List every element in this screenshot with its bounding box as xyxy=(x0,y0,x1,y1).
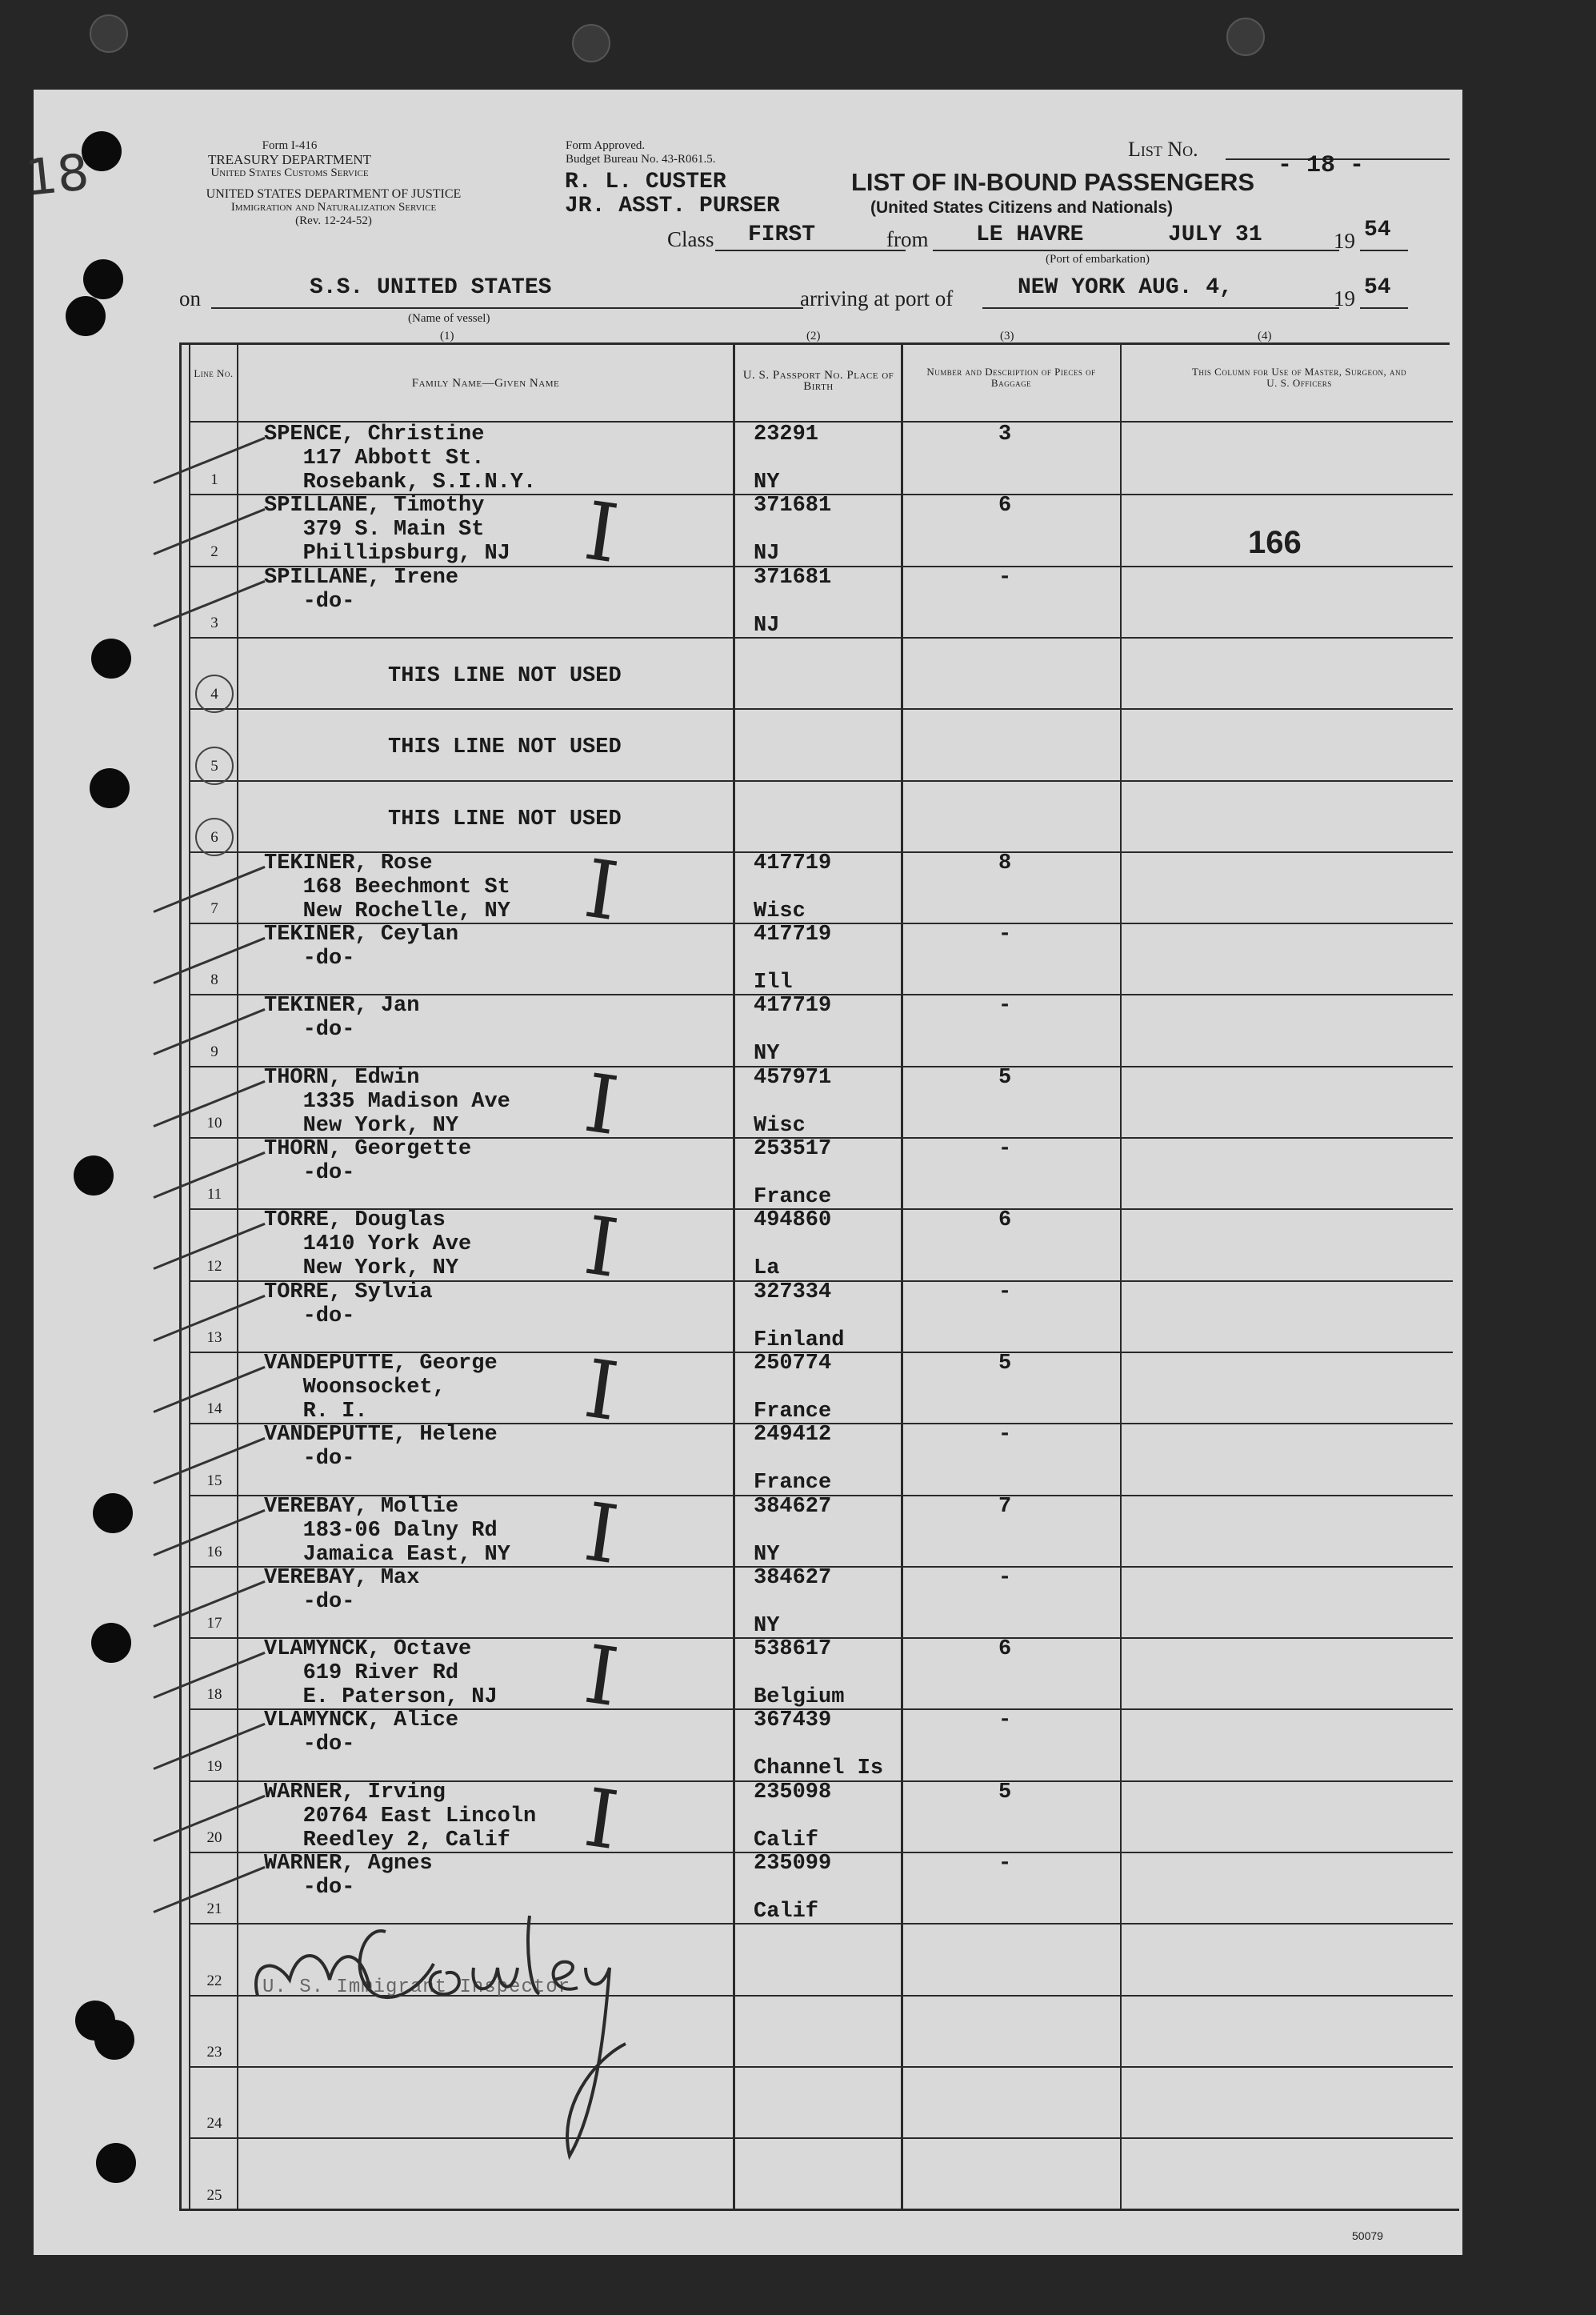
line-number: 7 xyxy=(210,900,218,917)
arrival-line xyxy=(982,307,1339,309)
unused-line-text: THIS LINE NOT USED xyxy=(388,664,622,688)
row-divider xyxy=(190,2209,1453,2211)
purser-name: R. L. CUSTER xyxy=(565,170,726,194)
family-group-mark: I xyxy=(579,841,624,939)
passport-number: 538617 xyxy=(754,1637,832,1661)
baggage-count: - xyxy=(998,1280,1012,1304)
punch-hole xyxy=(91,1623,131,1663)
passport-number: 384627 xyxy=(754,1495,832,1519)
passenger-name: TEKINER, Ceylan -do- xyxy=(264,923,459,971)
line-number: 24 xyxy=(206,2115,222,2132)
line-number: 9 xyxy=(210,1043,218,1060)
passport-number: 494860 xyxy=(754,1208,832,1232)
punch-hole xyxy=(93,1493,133,1533)
page-subtitle: (United States Citizens and Nationals) xyxy=(870,198,1174,217)
passport-number: 417719 xyxy=(754,923,832,947)
baggage-count: - xyxy=(998,566,1012,590)
footer-code: 50079 xyxy=(1352,2229,1383,2242)
approval-block xyxy=(566,139,715,166)
baggage-count: 5 xyxy=(998,1780,1012,1804)
dept-treasury-sub: United States Customs Service xyxy=(210,166,369,179)
row-divider xyxy=(190,780,1453,782)
baggage-count: 3 xyxy=(998,423,1012,447)
arrival-port-date: NEW YORK AUG. 4, xyxy=(1018,275,1233,300)
list-no-value: - 18 - xyxy=(1278,152,1365,179)
line-number: 18 xyxy=(206,1686,222,1703)
line-number: 3 xyxy=(210,615,218,631)
baggage-count: 6 xyxy=(998,494,1012,518)
baggage-count: 7 xyxy=(998,1495,1012,1519)
arriving-label: arriving at port of xyxy=(800,286,954,310)
line-number: 17 xyxy=(206,1615,222,1632)
passenger-name: VEREBAY, Mollie 183-06 Dalny Rd Jamaica East, NY xyxy=(264,1495,510,1567)
family-group-mark: I xyxy=(579,1484,624,1583)
line-number: 2 xyxy=(210,543,218,560)
passport-number: 457971 xyxy=(754,1066,832,1090)
header-passport: U. S. Passport No. Place of Birth xyxy=(742,369,894,393)
baggage-count: - xyxy=(998,994,1012,1018)
passenger-name: VLAMYNCK, Octave 619 River Rd E. Paterson, NJ xyxy=(264,1637,498,1709)
line-number: 25 xyxy=(206,2187,222,2204)
line-number: 12 xyxy=(206,1258,222,1275)
baggage-count: - xyxy=(998,1852,1012,1876)
colnum-4: (4) xyxy=(1258,330,1272,342)
unused-line-text: THIS LINE NOT USED xyxy=(388,807,622,831)
place-of-birth: NJ xyxy=(754,614,780,638)
header-line-no: Line No. xyxy=(194,367,234,379)
header-name: Family Name—Given Name xyxy=(411,377,560,390)
line-number: 16 xyxy=(206,1544,222,1560)
colnum-1: (1) xyxy=(440,330,454,342)
vessel-name: S.S. UNITED STATES xyxy=(310,275,552,300)
family-group-mark: I xyxy=(579,1341,624,1440)
line-number-circle xyxy=(195,675,234,713)
vessel-label: (Name of vessel) xyxy=(408,312,490,325)
from-label: from xyxy=(886,227,929,251)
punch-hole xyxy=(1226,18,1265,56)
table-left-border xyxy=(179,342,182,2210)
punch-hole xyxy=(90,14,128,53)
form-block xyxy=(170,139,410,180)
family-group-mark: I xyxy=(579,1770,624,1868)
punch-hole xyxy=(572,24,610,62)
passenger-name: WARNER, Agnes -do- xyxy=(264,1852,433,1900)
line-number: 11 xyxy=(206,1186,222,1203)
passenger-name: VANDEPUTTE, Helene -do- xyxy=(264,1423,498,1471)
place-of-birth: Calif xyxy=(754,1828,819,1852)
row-divider xyxy=(190,637,1453,639)
place-of-birth: France xyxy=(754,1400,832,1424)
family-group-mark: I xyxy=(579,1055,624,1154)
from-date: JULY 31 xyxy=(1168,222,1262,247)
punch-hole xyxy=(90,768,130,808)
place-of-birth: NY xyxy=(754,1614,780,1638)
baggage-count: 8 xyxy=(998,851,1012,875)
passport-number: 235098 xyxy=(754,1780,832,1804)
place-of-birth: NJ xyxy=(754,542,780,566)
passport-number: 417719 xyxy=(754,994,832,1018)
passenger-name: SPILLANE, Timothy 379 S. Main St Phillipsburg, NJ xyxy=(264,494,510,566)
passenger-name: TEKINER, Jan -do- xyxy=(264,994,420,1042)
baggage-count: - xyxy=(998,1708,1012,1732)
line-number: 21 xyxy=(206,1900,222,1917)
passport-number: 250774 xyxy=(754,1352,832,1376)
baggage-count: - xyxy=(998,1423,1012,1447)
line-number: 19 xyxy=(206,1758,222,1775)
year-line-2 xyxy=(1360,307,1408,309)
purser-title: JR. ASST. PURSER xyxy=(565,194,780,218)
punch-hole xyxy=(94,2020,134,2060)
place-of-birth: Calif xyxy=(754,1900,819,1924)
line-number: 20 xyxy=(206,1829,222,1846)
place-of-birth: France xyxy=(754,1185,832,1209)
family-group-mark: I xyxy=(579,1627,624,1725)
passenger-name: WARNER, Irving 20764 East Lincoln Reedley 2, Calif xyxy=(264,1780,537,1852)
line-number: 1 xyxy=(210,471,218,488)
place-of-birth: Ill xyxy=(754,971,793,995)
form-number: Form I-416 xyxy=(262,139,318,152)
inspector-signature xyxy=(242,1900,674,2164)
line-number: 23 xyxy=(206,2044,222,2061)
passenger-name: TORRE, Sylvia -do- xyxy=(264,1280,433,1328)
year-value-2: 54 xyxy=(1364,275,1391,300)
baggage-count: - xyxy=(998,1137,1012,1161)
baggage-count: - xyxy=(998,923,1012,947)
line-number: 4 xyxy=(210,686,218,703)
dept-justice-sub: Immigration and Naturalization Service xyxy=(230,201,437,214)
from-line xyxy=(933,250,1339,251)
place-of-birth: La xyxy=(754,1256,780,1280)
class-value: FIRST xyxy=(748,222,816,247)
place-of-birth: Wisc xyxy=(754,899,806,923)
passenger-name: THORN, Edwin 1335 Madison Ave New York, NY xyxy=(264,1066,510,1138)
family-group-mark: I xyxy=(579,1198,624,1296)
place-of-birth: Wisc xyxy=(754,1114,806,1138)
line-number: 14 xyxy=(206,1400,222,1417)
list-no-label: List No. xyxy=(1128,138,1198,161)
baggage-count: 5 xyxy=(998,1066,1012,1090)
vessel-line xyxy=(211,307,803,309)
from-port: LE HAVRE xyxy=(976,222,1084,247)
passport-number: 417719 xyxy=(754,851,832,875)
passenger-name: TEKINER, Rose 168 Beechmont St New Rochelle, NY xyxy=(264,851,510,923)
year-value: 54 xyxy=(1364,218,1391,242)
family-group-mark: I xyxy=(579,483,624,582)
punch-hole xyxy=(91,639,131,679)
line-number: 10 xyxy=(206,1115,222,1131)
baggage-count: 6 xyxy=(998,1637,1012,1661)
line-number: 8 xyxy=(210,971,218,988)
unused-line-text: THIS LINE NOT USED xyxy=(388,735,622,759)
colnum-3: (3) xyxy=(1000,330,1014,342)
table-col-divider xyxy=(901,344,903,2210)
form-revision: (Rev. 12-24-52) xyxy=(295,214,372,227)
port-embarkation-label: (Port of embarkation) xyxy=(1046,253,1150,266)
year-prefix-2: 19 xyxy=(1334,286,1355,310)
passport-number: 23291 xyxy=(754,423,819,447)
passport-number: 371681 xyxy=(754,494,832,518)
table-col-divider xyxy=(1120,344,1122,2210)
class-line xyxy=(715,250,906,251)
passenger-name: TORRE, Douglas 1410 York Ave New York, NY xyxy=(264,1208,472,1280)
punch-hole xyxy=(96,2143,136,2183)
header-baggage: Number and Description of Pieces of Baggage xyxy=(926,366,1096,389)
header-officers: This Column for Use of Master, Surgeon, and U. S. Officers xyxy=(1191,366,1407,389)
line-number-circle xyxy=(195,818,234,856)
table-top-border xyxy=(179,342,1450,345)
line-number: 5 xyxy=(210,758,218,775)
table-col-divider xyxy=(733,344,735,2210)
manifest-page xyxy=(22,90,1462,2255)
line-number-circle xyxy=(195,747,234,785)
form-approved: Form Approved. xyxy=(566,139,646,152)
officer-note: 166 xyxy=(1248,525,1302,560)
form-block-2 xyxy=(182,187,486,228)
passport-number: 235099 xyxy=(754,1852,832,1876)
baggage-count: 5 xyxy=(998,1352,1012,1376)
punch-hole xyxy=(66,296,106,336)
year-line xyxy=(1360,250,1408,251)
page-title: LIST OF IN-BOUND PASSENGERS xyxy=(851,168,1255,196)
passport-number: 384627 xyxy=(754,1566,832,1590)
line-number: 15 xyxy=(206,1472,222,1489)
colnum-2: (2) xyxy=(806,330,821,342)
passenger-name: VLAMYNCK, Alice -do- xyxy=(264,1708,459,1756)
line-number: 22 xyxy=(206,1973,222,1989)
on-label: on xyxy=(179,286,201,310)
passport-number: 253517 xyxy=(754,1137,832,1161)
passenger-name: VANDEPUTTE, George Woonsocket, R. I. xyxy=(264,1352,498,1424)
punch-hole xyxy=(74,1155,114,1196)
line-number: 13 xyxy=(206,1329,222,1346)
place-of-birth: NY xyxy=(754,471,780,495)
dept-treasury: TREASURY DEPARTMENT xyxy=(207,152,372,167)
passenger-name: SPILLANE, Irene -do- xyxy=(264,566,459,614)
baggage-count: 6 xyxy=(998,1208,1012,1232)
corner-mark: 18 xyxy=(22,142,92,207)
place-of-birth: Channel Is xyxy=(754,1756,884,1780)
class-label: Class xyxy=(667,227,714,251)
place-of-birth: NY xyxy=(754,1042,780,1066)
place-of-birth: Finland xyxy=(754,1328,845,1352)
passport-number: 371681 xyxy=(754,566,832,590)
passenger-name: THORN, Georgette -do- xyxy=(264,1137,472,1185)
punch-hole xyxy=(83,259,123,299)
dept-justice: UNITED STATES DEPARTMENT OF JUSTICE xyxy=(206,187,462,201)
passenger-name: SPENCE, Christine 117 Abbott St. Rosebank, S.I.N.Y. xyxy=(264,423,537,495)
inspector-stamp: U. S. Immigrant Inspector xyxy=(262,1977,571,1998)
passport-number: 327334 xyxy=(754,1280,832,1304)
passenger-name: VEREBAY, Max -do- xyxy=(264,1566,420,1614)
place-of-birth: Belgium xyxy=(754,1685,845,1709)
line-number: 6 xyxy=(210,829,218,846)
baggage-count: - xyxy=(998,1566,1012,1590)
place-of-birth: NY xyxy=(754,1543,780,1567)
row-divider xyxy=(190,708,1453,710)
passport-number: 367439 xyxy=(754,1708,832,1732)
year-prefix: 19 xyxy=(1334,229,1355,253)
budget-number: Budget Bureau No. 43-R061.5. xyxy=(566,153,716,166)
passport-number: 249412 xyxy=(754,1423,832,1447)
place-of-birth: France xyxy=(754,1471,832,1495)
